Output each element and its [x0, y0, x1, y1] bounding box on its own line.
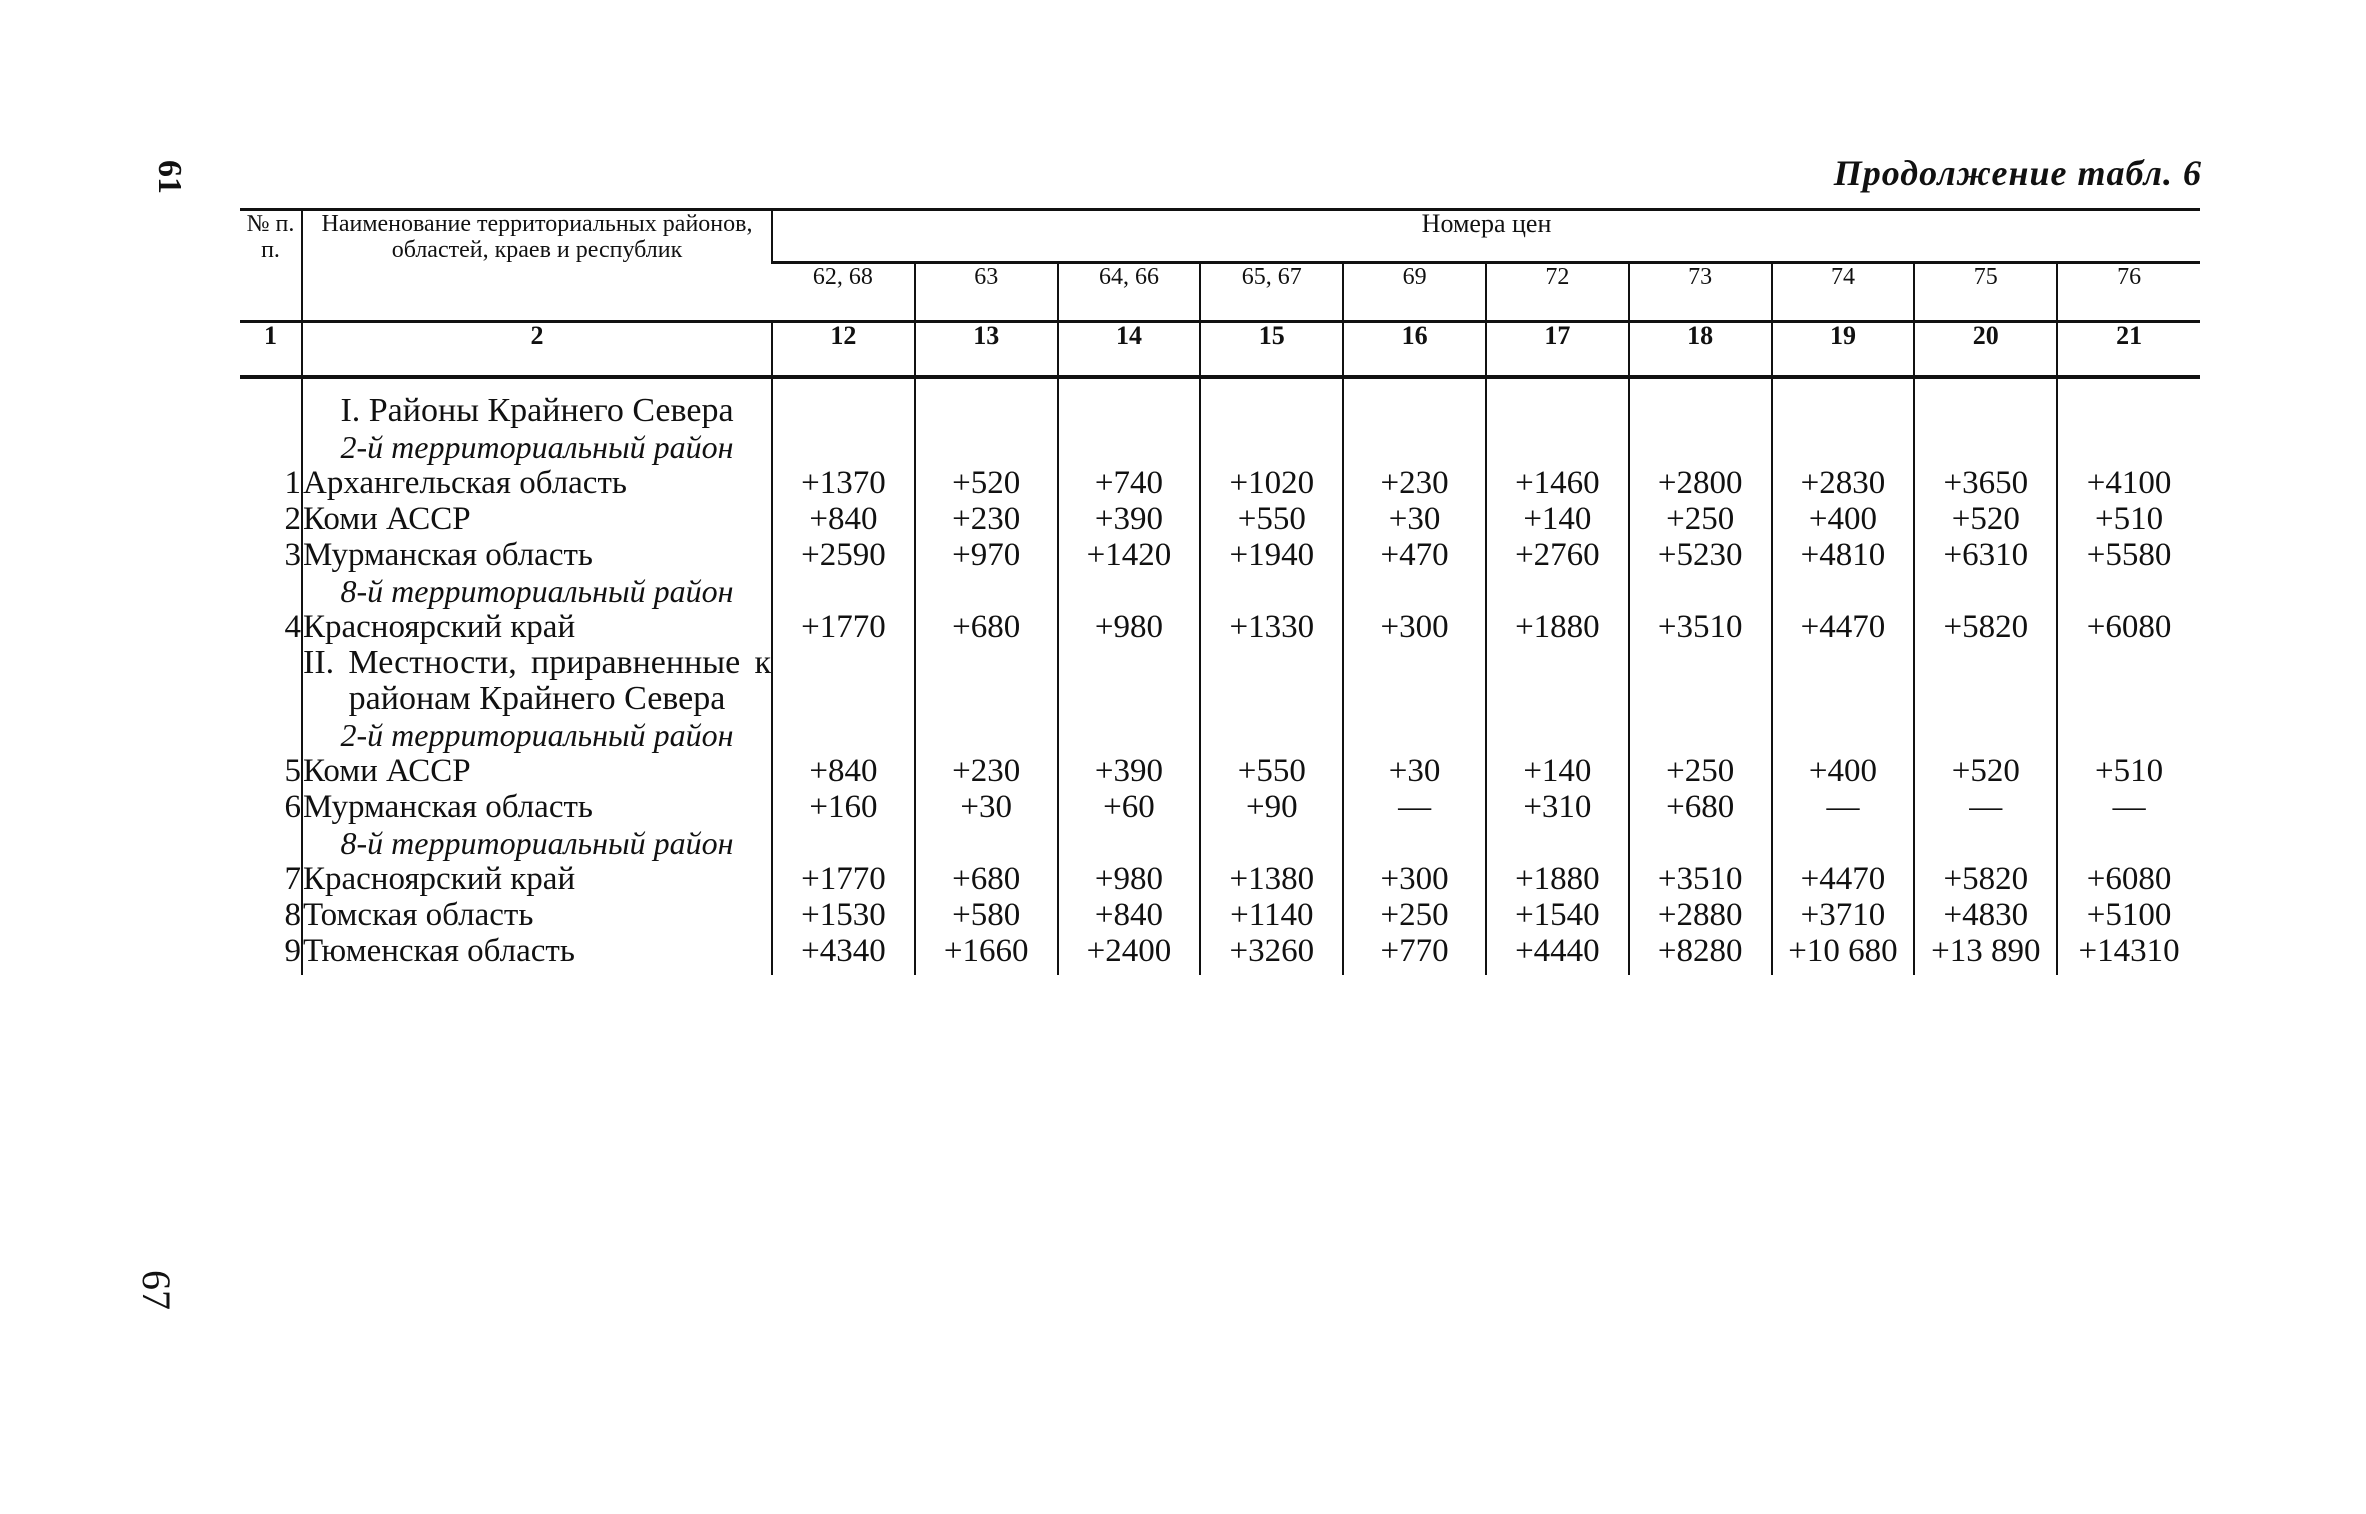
empty-cell	[1486, 573, 1629, 609]
price-value: +6080	[2057, 861, 2200, 897]
empty-cell	[1343, 377, 1486, 429]
price-value: +250	[1629, 753, 1772, 789]
table-row	[240, 537, 2200, 573]
empty-cell	[1629, 717, 1772, 753]
header-column-number: 19	[1772, 322, 1915, 378]
empty-cell	[240, 645, 302, 717]
table-row	[240, 501, 2200, 537]
price-value: —	[1914, 789, 2057, 825]
region-name: Томская область	[302, 897, 772, 933]
price-value: +2760	[1486, 537, 1629, 573]
price-value: +2880	[1629, 897, 1772, 933]
price-value: +1880	[1486, 609, 1629, 645]
price-value: +2400	[1058, 933, 1201, 975]
price-value: +4810	[1772, 537, 1915, 573]
empty-cell	[2057, 645, 2200, 717]
region-name: Красноярский край	[302, 861, 772, 897]
empty-cell	[240, 429, 302, 465]
empty-cell	[772, 377, 915, 429]
subsection-row	[240, 825, 2200, 861]
empty-cell	[1058, 825, 1201, 861]
table-row	[240, 609, 2200, 645]
empty-cell	[772, 429, 915, 465]
price-value: +30	[1343, 753, 1486, 789]
empty-cell	[1772, 645, 1915, 717]
header-price-number: 74	[1772, 263, 1915, 322]
empty-cell	[915, 573, 1058, 609]
price-value: +510	[2057, 501, 2200, 537]
row-number: 5	[284, 753, 301, 789]
empty-cell	[1343, 645, 1486, 717]
region-name: Коми АССР	[302, 501, 772, 537]
price-value: +3260	[1200, 933, 1343, 975]
subsection-row	[240, 717, 2200, 753]
price-value: +10 680	[1772, 933, 1915, 975]
price-value: +8280	[1629, 933, 1772, 975]
header-column-number: 16	[1343, 322, 1486, 378]
header-column-number: 15	[1200, 322, 1343, 378]
row-number: 9	[284, 933, 301, 969]
price-value: +980	[1058, 609, 1201, 645]
price-value: +740	[1058, 465, 1201, 501]
price-value: +300	[1343, 609, 1486, 645]
price-value: +4470	[1772, 609, 1915, 645]
row-number: 1	[284, 465, 301, 501]
continuation-caption: Продолжение табл. 6	[1833, 153, 2202, 193]
price-value: +1770	[772, 861, 915, 897]
price-value: +30	[1343, 501, 1486, 537]
price-value: +60	[1058, 789, 1201, 825]
price-value: +1540	[1486, 897, 1629, 933]
header-column-number: 1	[240, 322, 302, 378]
page-number-top: 61	[151, 160, 188, 194]
empty-cell	[1200, 825, 1343, 861]
header-price-number: 65, 67	[1200, 263, 1343, 322]
empty-cell	[772, 645, 915, 717]
empty-cell	[1200, 377, 1343, 429]
empty-cell	[2057, 573, 2200, 609]
price-value: +1660	[915, 933, 1058, 975]
price-value: +1880	[1486, 861, 1629, 897]
price-value: +14310	[2057, 933, 2200, 975]
price-value: +1530	[772, 897, 915, 933]
empty-cell	[772, 825, 915, 861]
table-row	[240, 861, 2200, 897]
header-column-number: 2	[302, 322, 772, 378]
price-value: +1370	[772, 465, 915, 501]
empty-cell	[1772, 573, 1915, 609]
empty-cell	[1486, 377, 1629, 429]
empty-cell	[1058, 377, 1201, 429]
price-value: +250	[1629, 501, 1772, 537]
empty-cell	[1058, 573, 1201, 609]
table-header	[240, 210, 2200, 378]
price-value: +230	[915, 501, 1058, 537]
header-column-number: 18	[1629, 322, 1772, 378]
empty-cell	[1629, 429, 1772, 465]
price-value: +680	[915, 609, 1058, 645]
price-value: +1020	[1200, 465, 1343, 501]
price-value: +4470	[1772, 861, 1915, 897]
price-value: +4440	[1486, 933, 1629, 975]
price-value: +2830	[1772, 465, 1915, 501]
section-title: I. Районы Крайнего Севера	[302, 377, 772, 429]
price-value: +90	[1200, 789, 1343, 825]
price-value: +3510	[1629, 861, 1772, 897]
price-value: +6310	[1914, 537, 2057, 573]
price-value: +1140	[1200, 897, 1343, 933]
header-column-number: 21	[2057, 322, 2200, 378]
empty-cell	[2057, 429, 2200, 465]
price-value: +250	[1343, 897, 1486, 933]
price-value: +5100	[2057, 897, 2200, 933]
header-name: Наименование территориальных районов, областей, краев и республик	[302, 210, 772, 322]
subsection-title: 2-й территориальный район	[302, 717, 772, 753]
row-number: 3	[284, 537, 301, 573]
section-row	[240, 377, 2200, 429]
price-value: +1420	[1058, 537, 1201, 573]
price-value: +5820	[1914, 861, 2057, 897]
empty-cell	[1772, 429, 1915, 465]
price-value: +5580	[2057, 537, 2200, 573]
row-number: 2	[284, 501, 301, 537]
price-value: +390	[1058, 753, 1201, 789]
price-value: +980	[1058, 861, 1201, 897]
price-value: +520	[1914, 753, 2057, 789]
empty-cell	[1343, 429, 1486, 465]
subsection-title: 8-й территориальный район	[302, 573, 772, 609]
header-column-numbers	[240, 322, 2200, 378]
price-value: +580	[915, 897, 1058, 933]
table-row	[240, 897, 2200, 933]
empty-cell	[915, 645, 1058, 717]
empty-cell	[915, 377, 1058, 429]
empty-cell	[1058, 717, 1201, 753]
header-column-number: 14	[1058, 322, 1201, 378]
price-value: +400	[1772, 501, 1915, 537]
region-name: Красноярский край	[302, 609, 772, 645]
price-value: +140	[1486, 501, 1629, 537]
price-value: +140	[1486, 753, 1629, 789]
empty-cell	[1058, 645, 1201, 717]
price-value: +30	[915, 789, 1058, 825]
empty-cell	[2057, 377, 2200, 429]
price-value: +4340	[772, 933, 915, 975]
empty-cell	[2057, 825, 2200, 861]
empty-cell	[1200, 573, 1343, 609]
price-value: +1460	[1486, 465, 1629, 501]
price-value: +160	[772, 789, 915, 825]
empty-cell	[1629, 645, 1772, 717]
empty-cell	[1486, 717, 1629, 753]
subsection-title: 2-й территориальный район	[302, 429, 772, 465]
page-number-bottom: 67	[134, 1270, 179, 1310]
header-price-group: Номера цен	[772, 210, 2200, 263]
price-value: +13 890	[1914, 933, 2057, 975]
empty-cell	[1772, 717, 1915, 753]
empty-cell	[1343, 573, 1486, 609]
region-name: Архангельская область	[302, 465, 772, 501]
price-value: +1330	[1200, 609, 1343, 645]
empty-cell	[1914, 377, 2057, 429]
price-value: +3650	[1914, 465, 2057, 501]
header-column-number: 20	[1914, 322, 2057, 378]
price-value: +6080	[2057, 609, 2200, 645]
row-number: 6	[284, 789, 301, 825]
empty-cell	[1914, 573, 2057, 609]
price-value: +550	[1200, 501, 1343, 537]
subsection-title: 8-й территориальный район	[302, 825, 772, 861]
section-row	[240, 645, 2200, 717]
price-value: +310	[1486, 789, 1629, 825]
empty-cell	[240, 825, 302, 861]
empty-cell	[1914, 645, 2057, 717]
empty-cell	[1914, 717, 2057, 753]
table-row	[240, 465, 2200, 501]
row-number: 7	[284, 861, 301, 897]
price-value: +510	[2057, 753, 2200, 789]
empty-cell	[915, 717, 1058, 753]
region-name: Тюменская область	[302, 933, 772, 975]
price-value: +230	[1343, 465, 1486, 501]
empty-cell	[1343, 825, 1486, 861]
price-value: —	[2057, 789, 2200, 825]
header-column-number: 12	[772, 322, 915, 378]
price-value: +300	[1343, 861, 1486, 897]
price-value: —	[1343, 789, 1486, 825]
empty-cell	[915, 429, 1058, 465]
subsection-row	[240, 573, 2200, 609]
price-value: +840	[772, 501, 915, 537]
region-name: Мурманская область	[302, 789, 772, 825]
table-row	[240, 789, 2200, 825]
empty-cell	[1200, 429, 1343, 465]
price-value: +770	[1343, 933, 1486, 975]
header-price-number: 69	[1343, 263, 1486, 322]
empty-cell	[772, 717, 915, 753]
subsection-row	[240, 429, 2200, 465]
empty-cell	[1486, 429, 1629, 465]
row-number: 8	[284, 897, 301, 933]
empty-cell	[1200, 645, 1343, 717]
price-value: +680	[1629, 789, 1772, 825]
header-price-number: 64, 66	[1058, 263, 1201, 322]
price-value: +2800	[1629, 465, 1772, 501]
price-value: +390	[1058, 501, 1201, 537]
price-value: +230	[915, 753, 1058, 789]
header-price-number: 72	[1486, 263, 1629, 322]
price-value: +3710	[1772, 897, 1915, 933]
header-price-number: 63	[915, 263, 1058, 322]
price-value: +680	[915, 861, 1058, 897]
price-value: +840	[772, 753, 915, 789]
region-name: Мурманская область	[302, 537, 772, 573]
empty-cell	[1486, 825, 1629, 861]
price-value: +4100	[2057, 465, 2200, 501]
empty-cell	[240, 377, 302, 429]
empty-cell	[1914, 825, 2057, 861]
empty-cell	[1772, 825, 1915, 861]
header-num: № п. п.	[240, 210, 302, 322]
empty-cell	[1629, 573, 1772, 609]
empty-cell	[1629, 825, 1772, 861]
price-value: +5820	[1914, 609, 2057, 645]
price-value: +550	[1200, 753, 1343, 789]
region-name: Коми АССР	[302, 753, 772, 789]
empty-cell	[772, 573, 915, 609]
empty-cell	[915, 825, 1058, 861]
price-table	[240, 208, 2200, 975]
empty-cell	[1486, 645, 1629, 717]
empty-cell	[1343, 717, 1486, 753]
row-number: 4	[284, 609, 301, 645]
empty-cell	[1914, 429, 2057, 465]
price-value: +970	[915, 537, 1058, 573]
header-price-number: 76	[2057, 263, 2200, 322]
table-row	[240, 933, 2200, 975]
section-title: II. Местности, приравненные к районам Крайнего Севера	[303, 644, 771, 717]
empty-cell	[1058, 429, 1201, 465]
empty-cell	[2057, 717, 2200, 753]
table-body	[240, 377, 2200, 975]
header-price-number: 73	[1629, 263, 1772, 322]
header-price-number: 62, 68	[812, 264, 873, 290]
empty-cell	[1200, 717, 1343, 753]
price-value: +3510	[1629, 609, 1772, 645]
price-value: +1770	[772, 609, 915, 645]
price-value: +840	[1058, 897, 1201, 933]
empty-cell	[1772, 377, 1915, 429]
price-value: +4830	[1914, 897, 2057, 933]
price-value: —	[1772, 789, 1915, 825]
header-column-number: 13	[915, 322, 1058, 378]
price-value: +400	[1772, 753, 1915, 789]
header-column-number: 17	[1486, 322, 1629, 378]
header-price-number: 75	[1914, 263, 2057, 322]
price-value: +520	[1914, 501, 2057, 537]
price-value: +1940	[1200, 537, 1343, 573]
table-row	[240, 753, 2200, 789]
price-value: +470	[1343, 537, 1486, 573]
price-value: +520	[915, 465, 1058, 501]
empty-cell	[240, 573, 302, 609]
empty-cell	[1629, 377, 1772, 429]
empty-cell	[240, 717, 302, 753]
price-value: +2590	[772, 537, 915, 573]
price-value: +5230	[1629, 537, 1772, 573]
price-value: +1380	[1200, 861, 1343, 897]
